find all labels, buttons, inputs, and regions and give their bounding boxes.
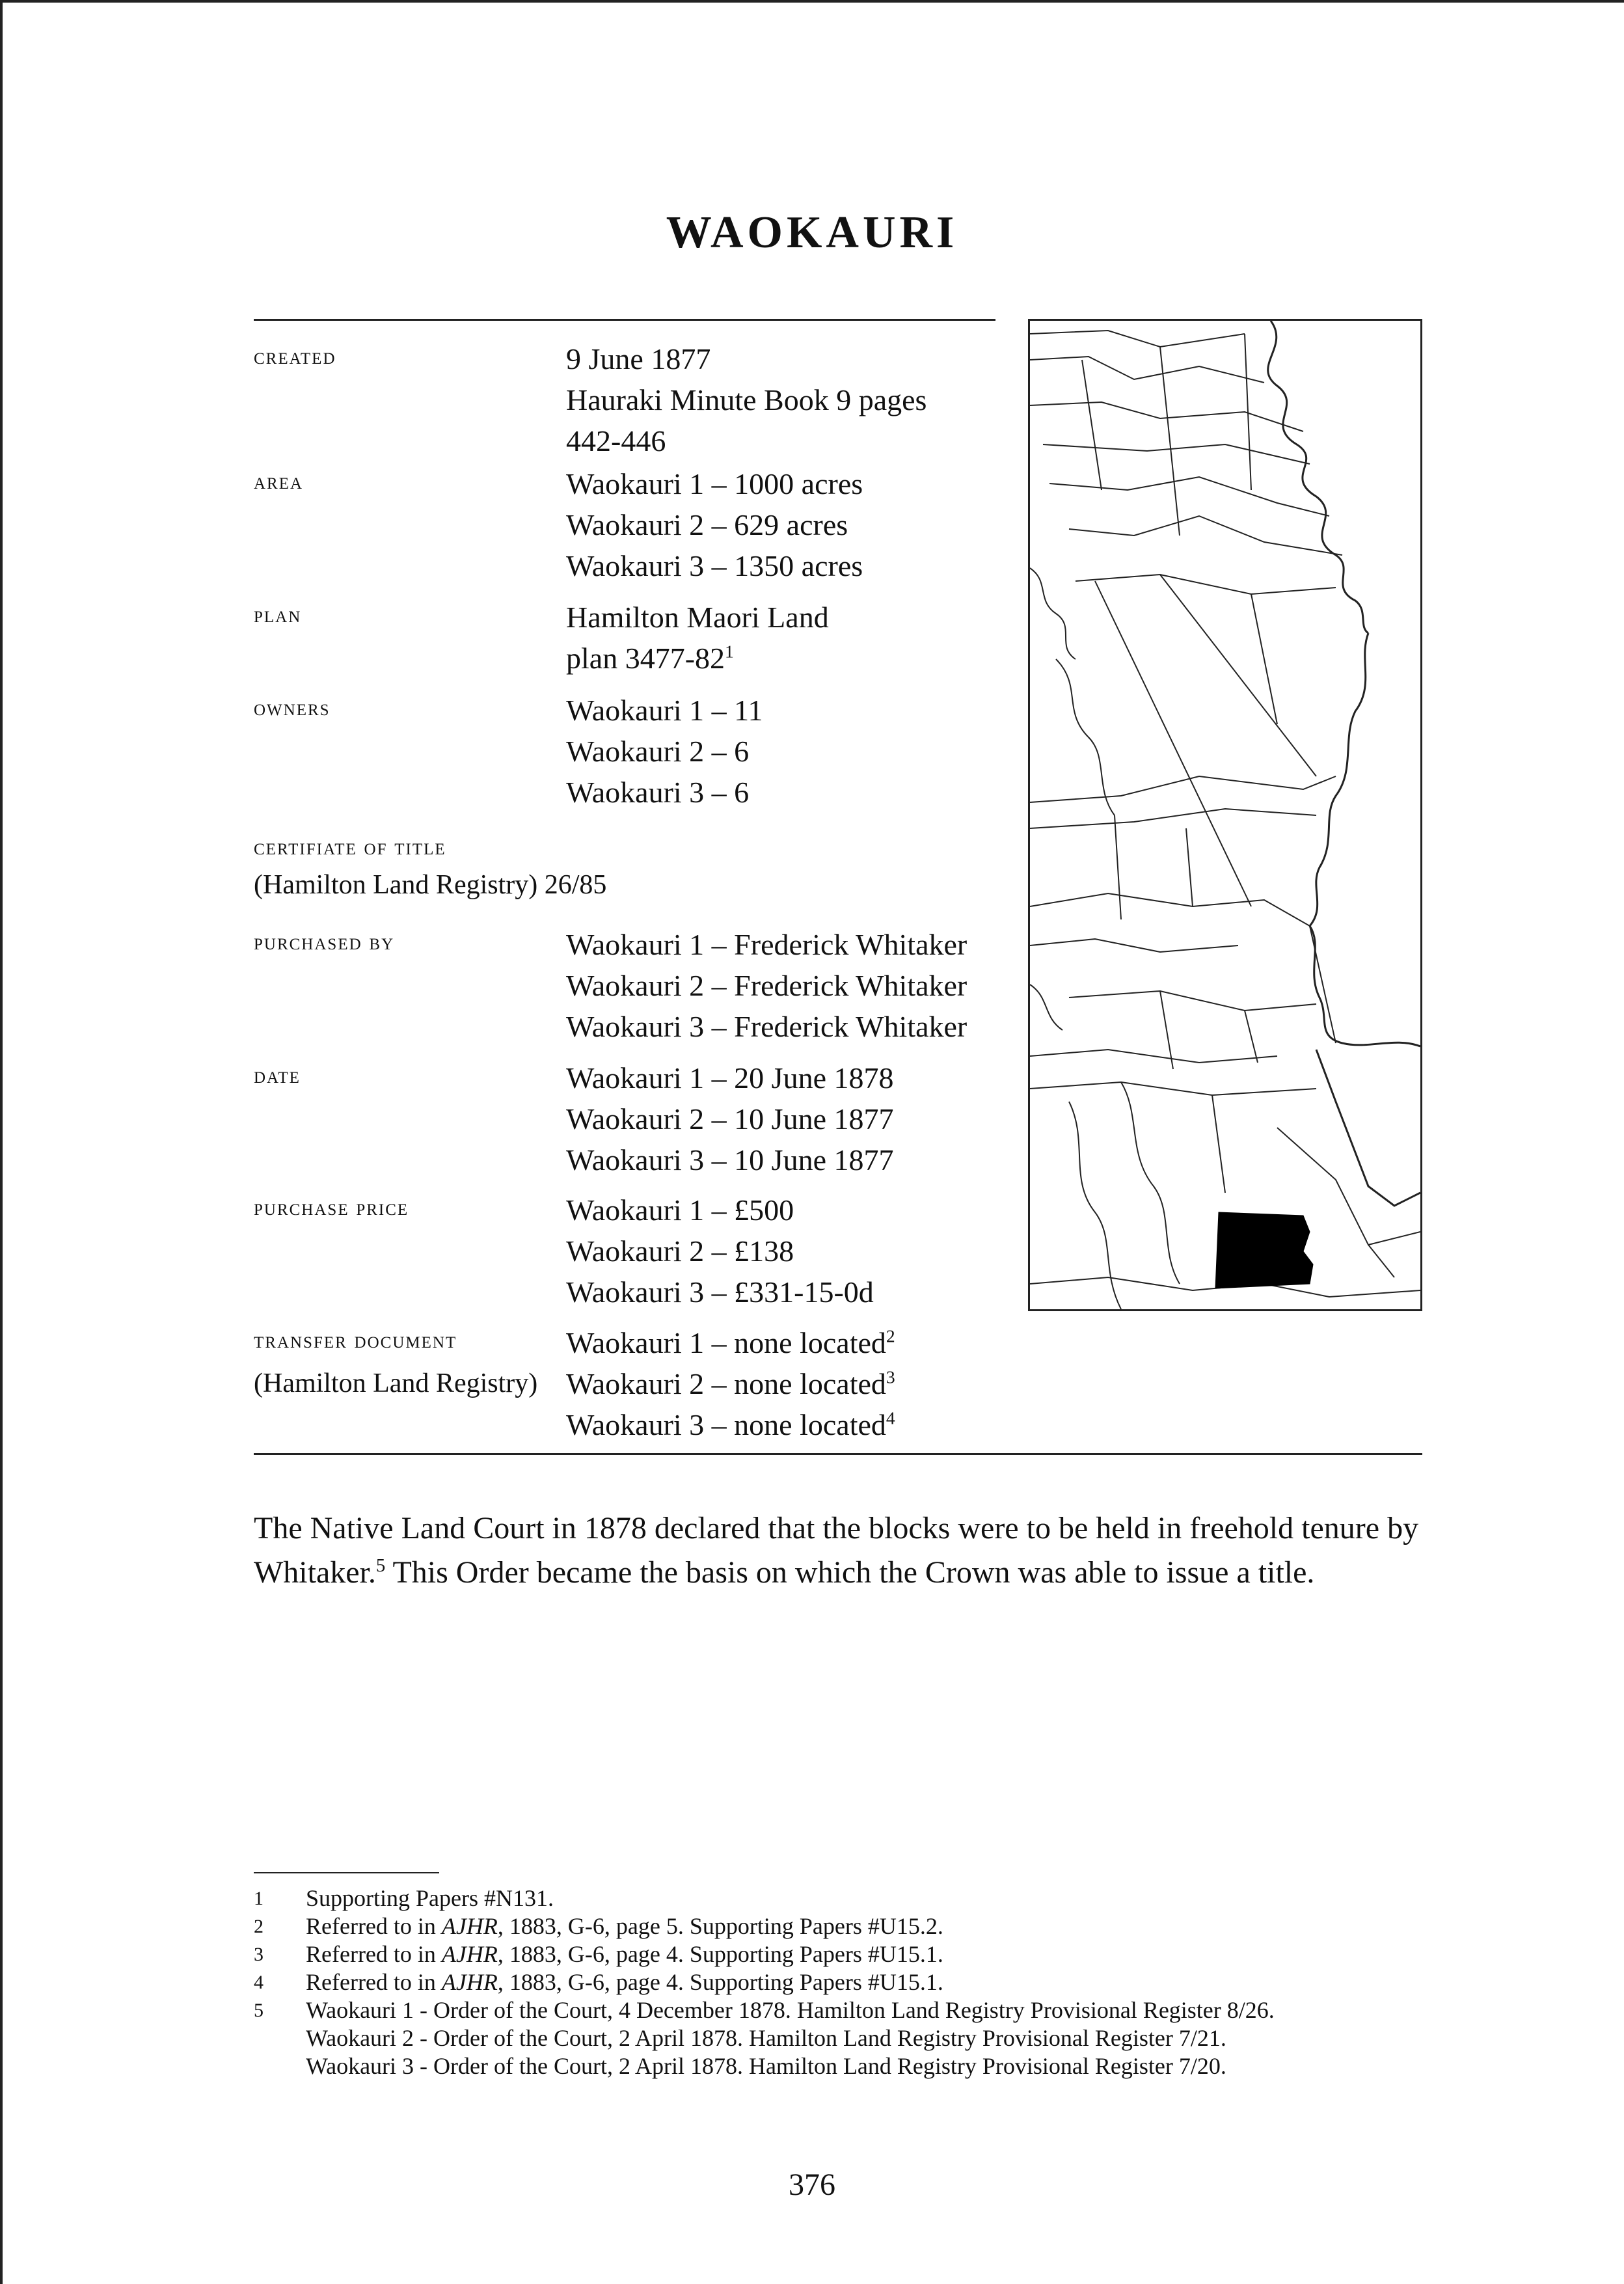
field-label: area xyxy=(254,469,304,494)
footnote-rule xyxy=(254,1872,439,1873)
footnotes xyxy=(254,1884,1490,2080)
footnote-ref: 2 xyxy=(886,1326,895,1346)
field-values: Waokauri 1 – £500 Waokauri 2 – £138 Waokauri 3 – £331-15-0d xyxy=(566,1193,874,1309)
highlighted-block xyxy=(1215,1212,1313,1288)
map-drawing xyxy=(1030,321,1420,1309)
footnote: 1 Supporting Papers #N131. xyxy=(254,1885,554,1911)
block-map xyxy=(1028,319,1422,1311)
top-rule xyxy=(254,319,995,321)
footnote-ref: 3 xyxy=(886,1366,895,1387)
field-label: date xyxy=(254,1063,301,1088)
field-values: Waokauri 1 – none located$^2$ Waokauri 2 – none located$^3$ Waokauri 3 – none located$^4$ xyxy=(566,1326,895,1441)
footnote-ref: 5 xyxy=(375,1555,386,1576)
page-number: 376 xyxy=(789,2168,835,2202)
field-value: (Hamilton Land Registry) 26/85 xyxy=(254,870,607,900)
footnote-ref: 4 xyxy=(886,1407,895,1428)
field-label: owners xyxy=(254,695,331,720)
field-label: certifiate of title xyxy=(254,834,446,860)
field-sublabel: (Hamilton Land Registry) xyxy=(254,1368,538,1398)
footnote: 4 Referred to in AJHR, 1883, G-6, page 4. Supporting Papers #U15.1. xyxy=(254,1969,943,1995)
field-values: Waokauri 1 – Frederick Whitaker Waokauri 2 – Frederick Whitaker Waokauri 3 – Frederick Whitaker xyxy=(566,928,968,1043)
footnote-ref: 1 xyxy=(725,641,734,662)
field-values: Waokauri 1 – 1000 acres Waokauri 2 – 629 acres Waokauri 3 – 1350 acres xyxy=(566,467,863,582)
footnote: 2 Referred to in AJHR, 1883, G-6, page 5. Supporting Papers #U15.2. xyxy=(254,1913,943,1939)
field-values: 9 June 1877 Hauraki Minute Book 9 pages 442-446 xyxy=(566,342,927,457)
field-label: created xyxy=(254,344,336,369)
field-values: Hamilton Maori Land plan $3477-82^1$ xyxy=(566,601,829,675)
footnote: 3 Referred to in AJHR, 1883, G-6, page 4. Supporting Papers #U15.1. xyxy=(254,1941,943,1967)
field-label: purchase price xyxy=(254,1195,409,1220)
page-border-left xyxy=(0,0,3,2284)
field-label: transfer document xyxy=(254,1327,457,1353)
bottom-rule xyxy=(254,1453,1422,1455)
page-border-top xyxy=(0,0,1624,3)
body-paragraph: The Native Land Court in 1878 declared that the blocks were to be held in freehold tenure by Whitaker.$^5$ This Order became the basis on which the Crown was able to issue a title. xyxy=(254,1511,1419,1590)
field-values: Waokauri 1 – 11 Waokauri 2 – 6 Waokauri 3 – 6 xyxy=(566,694,763,809)
footnote: 5 Waokauri 1 - Order of the Court, 4 December 1878. Hamilton Land Registry Provisional Register 8/26. Waokauri 2 - Order of the Court, 2 April 1878. Hamilton Land Registry Provisional Register 7/21. Waokauri 3 - Order of the Court, 2 April 1878. Hamilton Land Registry Provisional Register 7/20. xyxy=(254,1997,1275,2079)
field-label: plan xyxy=(254,602,302,627)
field-label: purchased by xyxy=(254,929,395,955)
field-values: Waokauri 1 – 20 June 1878 Waokauri 2 – 10 June 1877 Waokauri 3 – 10 June 1877 xyxy=(566,1061,894,1176)
page-title: WAOKAURI xyxy=(666,208,958,258)
